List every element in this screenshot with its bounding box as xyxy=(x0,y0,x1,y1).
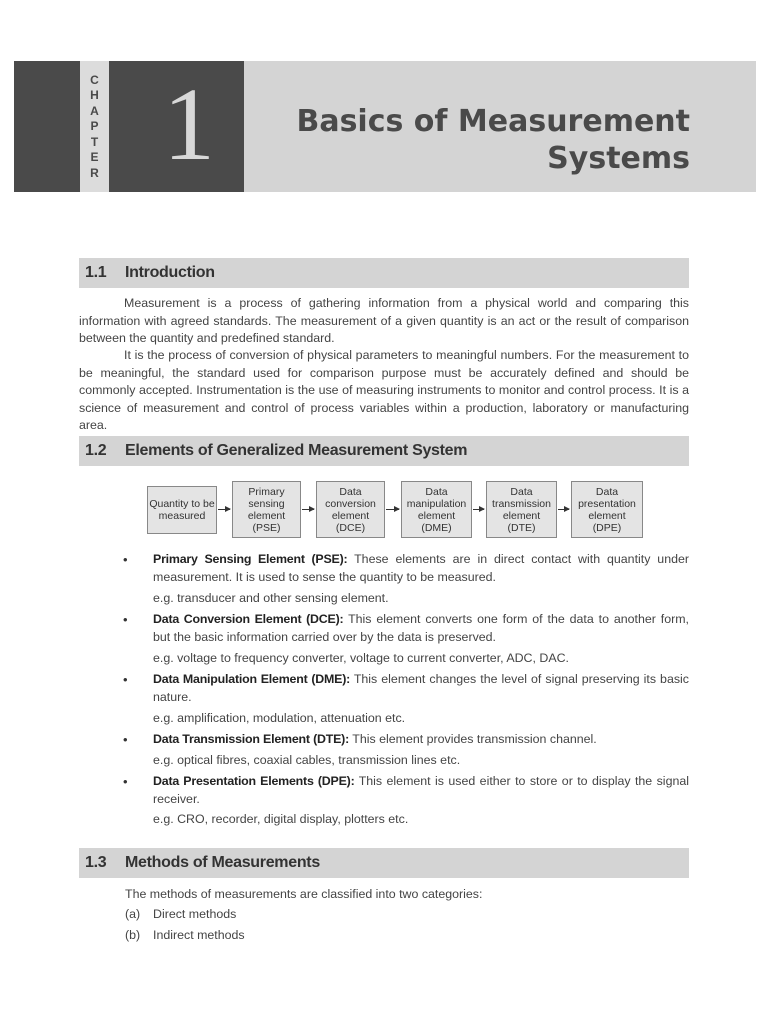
diagram-block-dce: Data conversion element (DCE) xyxy=(316,481,385,538)
section-number: 1.3 xyxy=(85,854,107,871)
chapter-title-line: Basics of Measurement xyxy=(296,104,690,139)
diagram-block-quantity: Quantity to be measured xyxy=(147,486,217,534)
bullet-text: This element converts one form of the data to another form, but the basic information carried over by the data is preserved. xyxy=(153,612,689,644)
section-header-methods xyxy=(79,848,689,878)
list-label: (b) xyxy=(125,928,141,942)
bullet-text: This element is used either to store or to display the signal receiver. xyxy=(153,774,689,806)
chapter-letter: T xyxy=(90,134,99,149)
chapter-letter: H xyxy=(90,88,99,103)
arrow-icon xyxy=(473,509,484,510)
bullet-example: e.g. transducer and other sensing element. xyxy=(153,591,389,605)
bullet-term: Data Presentation Elements (DPE): xyxy=(153,774,355,788)
bullet-text: This element provides transmission channel. xyxy=(349,732,597,746)
bullet-example: e.g. voltage to frequency converter, voltage to current converter, ADC, DAC. xyxy=(153,651,569,665)
chapter-title xyxy=(296,103,690,177)
section-title: Introduction xyxy=(125,264,215,281)
chapter-banner xyxy=(14,61,756,192)
list-item xyxy=(125,927,245,945)
chapter-number: 1 xyxy=(163,67,215,182)
section-title: Methods of Measurements xyxy=(125,854,320,871)
bullet-text: These elements are in direct contact with quantity under measurement. It is used to sense the quantity to be measured. xyxy=(153,552,689,584)
paragraph: It is the process of conversion of physical parameters to meaningful numbers. For the measurement to be meaningful, the standard used for comparison purpose must be accurately defined and should be commonly accepted. Instrumentation is the use of measuring instruments to monitor and control process. It is a science of measurement and control of process variables within a production, laboratory or manufacturing area. xyxy=(79,348,689,432)
bullet-example: e.g. CRO, recorder, digital display, plotters etc. xyxy=(153,812,409,826)
section-header-elements xyxy=(79,436,689,466)
diagram-block-pse: Primary sensing element (PSE) xyxy=(232,481,301,538)
chapter-label xyxy=(80,61,109,192)
bullet-icon: • xyxy=(123,552,128,567)
arrow-icon xyxy=(558,509,569,510)
list-item xyxy=(125,906,236,924)
chapter-letter: P xyxy=(90,119,99,134)
chapter-title-line: Systems xyxy=(547,141,690,176)
bullet-item xyxy=(123,611,689,646)
diagram-block-dte: Data transmission element (DTE) xyxy=(486,481,557,538)
bullet-example: e.g. optical fibres, coaxial cables, transmission lines etc. xyxy=(153,753,461,767)
bullet-item xyxy=(123,731,689,749)
chapter-letter: R xyxy=(90,165,99,180)
diagram-block-dpe: Data presentation element (DPE) xyxy=(571,481,643,538)
bullet-icon: • xyxy=(123,732,128,747)
measurement-system-block-diagram xyxy=(147,481,647,541)
bullet-term: Data Transmission Element (DTE): xyxy=(153,732,350,746)
chapter-letter: A xyxy=(90,103,99,118)
bullet-item xyxy=(123,551,689,586)
chapter-letter: C xyxy=(90,72,99,87)
section-number: 1.1 xyxy=(85,264,107,281)
arrow-icon xyxy=(386,509,399,510)
paragraph: The methods of measurements are classified into two categories: xyxy=(125,887,483,901)
diagram-block-dme: Data manipulation element (DME) xyxy=(401,481,472,538)
bullet-icon: • xyxy=(123,612,128,627)
paragraph: Measurement is a process of gathering information from a physical world and comparing this information with agreed standards. The measurement of a given quantity is an act or the result of comparison between the quantity and predefined standard. xyxy=(79,296,689,345)
list-label: (a) xyxy=(125,907,141,921)
arrow-icon xyxy=(218,509,230,510)
bullet-text: This element changes the level of signal preserving its basic nature. xyxy=(153,672,689,704)
bullet-term: Primary Sensing Element (PSE): xyxy=(153,552,348,566)
bullet-term: Data Conversion Element (DCE): xyxy=(153,612,344,626)
bullet-icon: • xyxy=(123,672,128,687)
bullet-term: Data Manipulation Element (DME): xyxy=(153,672,351,686)
section-header-introduction xyxy=(79,258,689,288)
section-title: Elements of Generalized Measurement System xyxy=(125,442,468,459)
bullet-example: e.g. amplification, modulation, attenuation etc. xyxy=(153,711,406,725)
bullet-item xyxy=(123,671,689,706)
bullet-item xyxy=(123,773,689,808)
arrow-icon xyxy=(302,509,314,510)
list-text: Direct methods xyxy=(153,907,237,921)
chapter-letter: E xyxy=(90,150,99,165)
list-text: Indirect methods xyxy=(153,928,245,942)
chapter-number-panel xyxy=(14,61,244,192)
section-number: 1.2 xyxy=(85,442,107,459)
bullet-icon: • xyxy=(123,774,128,789)
